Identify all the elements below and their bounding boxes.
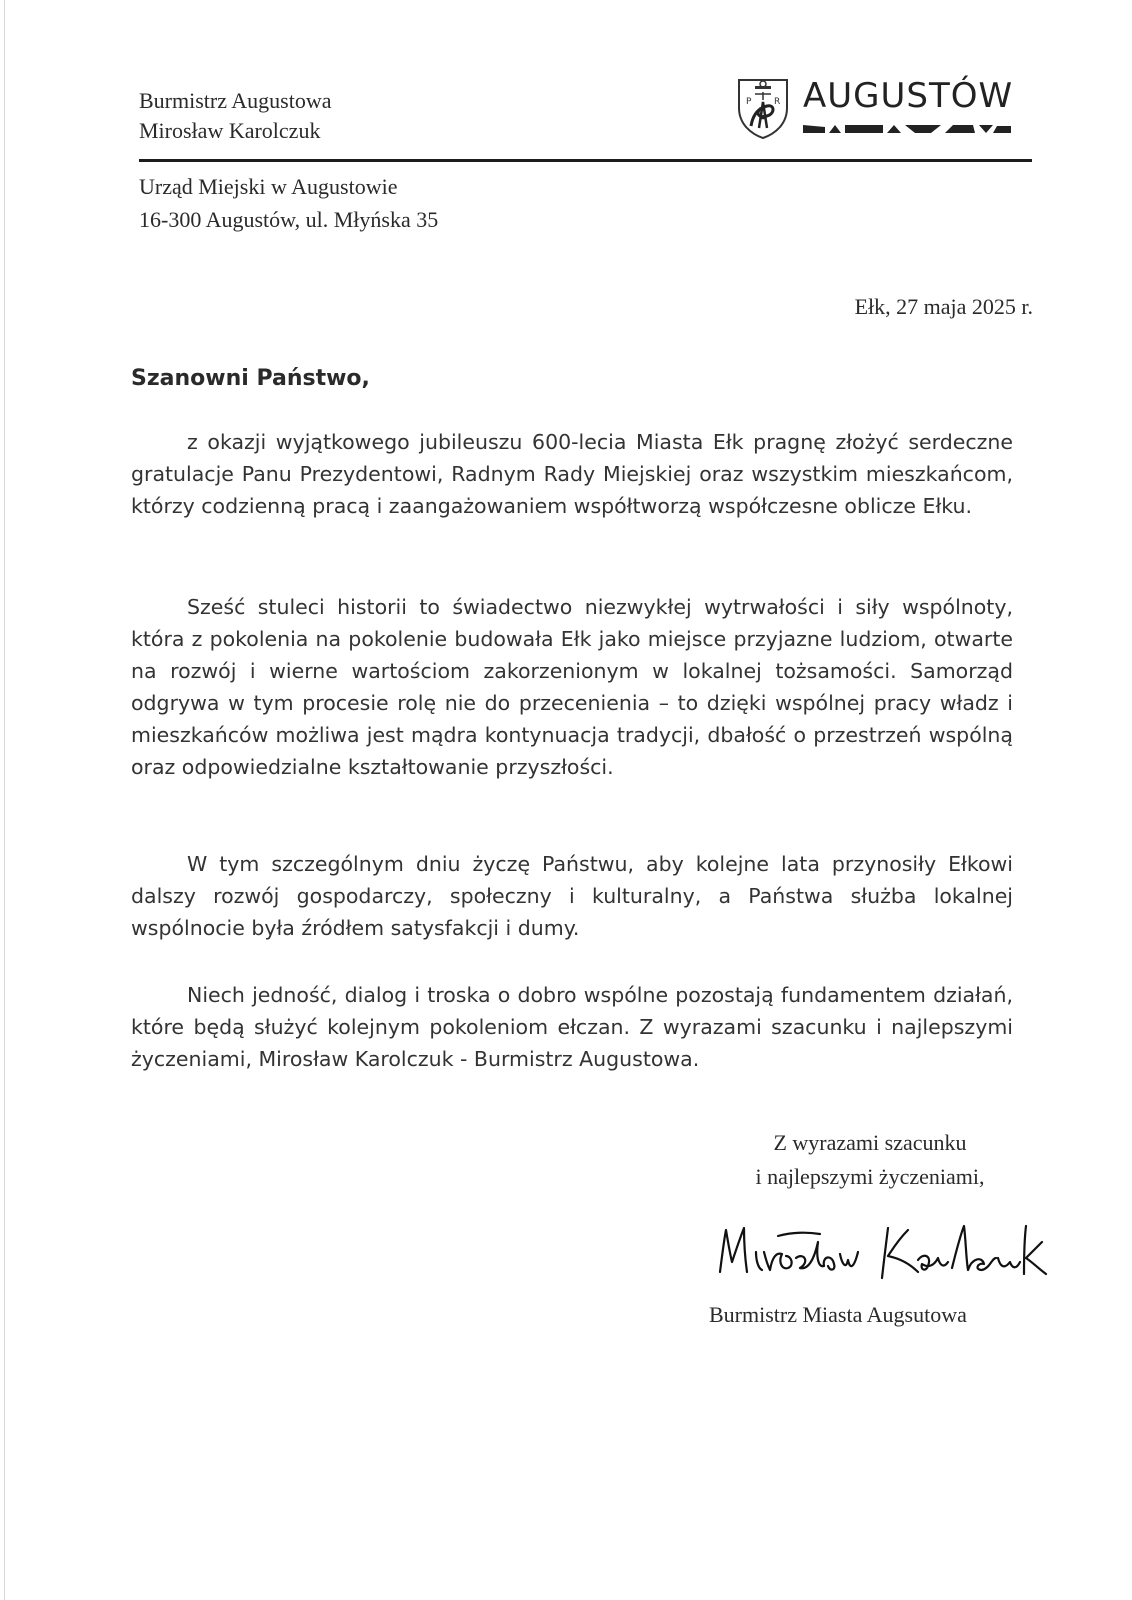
office-street: 16-300 Augustów, ul. Młyńska 35 bbox=[139, 207, 439, 232]
crest-icon bbox=[733, 74, 793, 140]
handwritten-signature bbox=[712, 1212, 1052, 1292]
salutation: Szanowni Państwo, bbox=[131, 366, 370, 391]
sender-title: Burmistrz Augustowa bbox=[139, 88, 332, 113]
paragraph-4: Niech jedność, dialog i troska o dobro wspólne pozostają fundamentem działań, które będą służyć kolejnym pokoleniom ełczan. Z wyrazami szacunku i najlepszymi życzeniami, Mirosław Karolczuk - Burmistrz Augustowa. bbox=[131, 983, 1013, 1071]
office-name: Urząd Miejski w Augustowie bbox=[139, 174, 398, 199]
closing-line-1: Z wyrazami szacunku bbox=[773, 1130, 967, 1155]
paragraph-2: Sześć stuleci historii to świadectwo niezwykłej wytrwałości i siły wspólnoty, która z pokolenia na pokolenie budowała Ełk jako miejsce przyjazne ludziom, otwarte na rozwój i wierne wartościom zakorzenionym w lokalnej tożsamości. Samorząd odgrywa w tym procesie rolę nie do przecenienia – to dzięki wspólnej pracy władz i mieszkańców możliwa jest mądra kontynuacja tradycji, dbałość o przestrzeń wspólną oraz odpowiedzialne kształtowanie przyszłości. bbox=[131, 595, 1013, 779]
crest-letter-r: R bbox=[774, 97, 781, 107]
closing bbox=[700, 1126, 1040, 1194]
augustow-logo bbox=[733, 74, 1033, 144]
page-edge bbox=[4, 0, 5, 1600]
sender-block bbox=[139, 86, 332, 146]
closing-line-2: i najlepszymi życzeniami, bbox=[755, 1164, 985, 1189]
header-rule bbox=[139, 159, 1032, 162]
sender-name: Mirosław Karolczuk bbox=[139, 118, 321, 143]
office-address bbox=[139, 170, 438, 236]
paragraph-3: W tym szczególnym dniu życzę Państwu, aby kolejne lata przynosiły Ełkowi dalszy rozwój gospodarczy, społeczny i kulturalny, a Państwa służba lokalnej wspólnocie była źródłem satysfakcji i dumy. bbox=[131, 852, 1013, 940]
crest-letter-p: P bbox=[746, 97, 752, 107]
signatory-title: Burmistrz Miasta Augsutowa bbox=[709, 1302, 967, 1327]
logo-stripe-icon bbox=[803, 124, 1011, 134]
logo-wordmark: AUGUSTÓW bbox=[803, 76, 1014, 116]
paragraph-1: z okazji wyjątkowego jubileuszu 600-lecia Miasta Ełk pragnę złożyć serdeczne gratulacje Panu Prezydentowi, Radnym Rady Miejskiej oraz wszystkim mieszkańcom, którzy codzienną pracą i zaangażowaniem współtworzą współczesne oblicze Ełku. bbox=[131, 430, 1013, 518]
letter-date: Ełk, 27 maja 2025 r. bbox=[854, 294, 1033, 319]
